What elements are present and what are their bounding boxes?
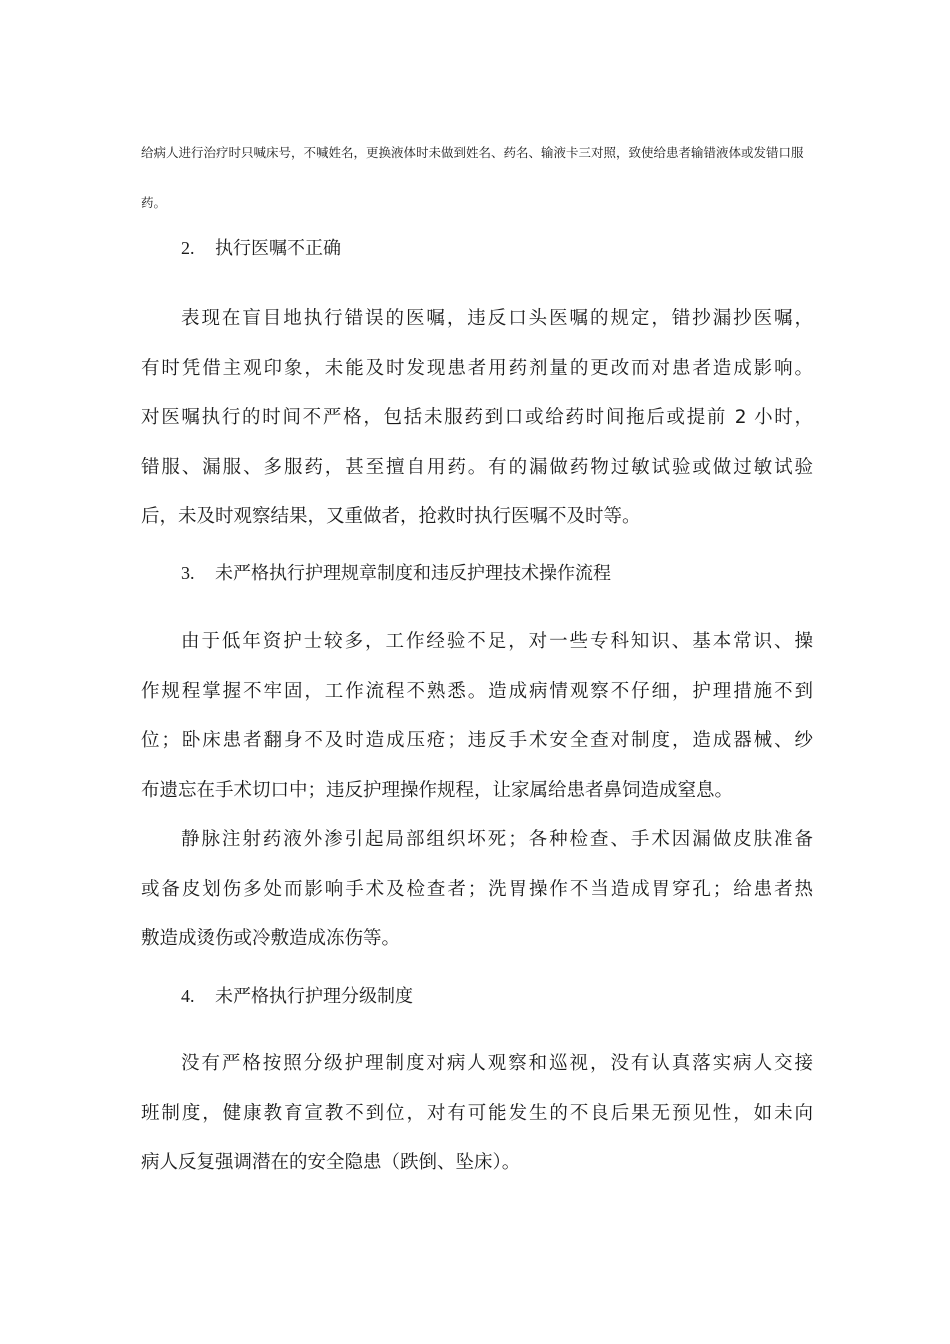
text-line: 班制度，健康教育宣教不到位，对有可能发生的不良后果无预见性，如未向 xyxy=(141,1102,813,1124)
intro-paragraph xyxy=(141,128,811,228)
text-line: 或备皮划伤多处而影响手术及检查者；洗胃操作不当造成胃穿孔；给患者热 xyxy=(141,878,813,900)
section-title: 执行医嘱不正确 xyxy=(215,238,341,259)
section-title: 未严格执行护理规章制度和违反护理技术操作流程 xyxy=(215,563,611,584)
section-2-paragraph-1 xyxy=(141,294,813,542)
section-number: 3. xyxy=(181,563,195,583)
section-heading-2 xyxy=(181,233,341,264)
section-3-paragraph-2 xyxy=(141,815,813,964)
section-number: 2. xyxy=(181,238,195,258)
section-title: 未严格执行护理分级制度 xyxy=(215,986,413,1007)
section-heading-3 xyxy=(181,558,611,589)
text-line: 给病人进行治疗时只喊床号，不喊姓名，更换液体时未做到姓名、药名、输液卡三对照，致使给患者输错液体或发错口服 xyxy=(141,145,804,160)
text-line: 静脉注射药液外渗引起局部组织坏死；各种检查、手术因漏做皮肤准备 xyxy=(181,829,813,850)
section-number: 4. xyxy=(181,986,195,1006)
text-line: 位；卧床患者翻身不及时造成压疮；违反手术安全查对制度，造成器械、纱 xyxy=(141,730,813,751)
text-line: 错服、漏服、多服药，甚至擅自用药。有的漏做药物过敏试验或做过敏试验 xyxy=(141,456,813,478)
text-line: 药。 xyxy=(141,195,167,210)
text-line: 没有严格按照分级护理制度对病人观察和巡视，没有认真落实病人交接 xyxy=(181,1053,813,1074)
text-line: 对医嘱执行的时间不严格，包括未服药到口或给药时间拖后或提前 2 小时， xyxy=(141,407,813,428)
text-line: 敷造成烫伤或冷敷造成冻伤等。 xyxy=(141,928,401,949)
text-line: 病人反复强调潜在的安全隐患（跌倒、坠床）。 xyxy=(141,1152,521,1173)
text-line: 后，未及时观察结果，又重做者，抢救时执行医嘱不及时等。 xyxy=(141,506,641,527)
text-line: 作规程掌握不牢固，工作流程不熟悉。造成病情观察不仔细，护理措施不到 xyxy=(141,680,813,702)
section-3-paragraph-1 xyxy=(141,617,813,815)
text-line: 有时凭借主观印象，未能及时发现患者用药剂量的更改而对患者造成影响。 xyxy=(141,357,813,379)
text-line: 表现在盲目地执行错误的医嘱，违反口头医嘱的规定，错抄漏抄医嘱， xyxy=(181,308,813,329)
text-line: 布遗忘在手术切口中；违反护理操作规程，让家属给患者鼻饲造成窒息。 xyxy=(141,779,734,801)
text-line: 由于低年资护士较多，工作经验不足，对一些专科知识、基本常识、操 xyxy=(181,631,813,652)
section-4-paragraph-1 xyxy=(141,1039,813,1188)
section-heading-4 xyxy=(181,981,413,1012)
